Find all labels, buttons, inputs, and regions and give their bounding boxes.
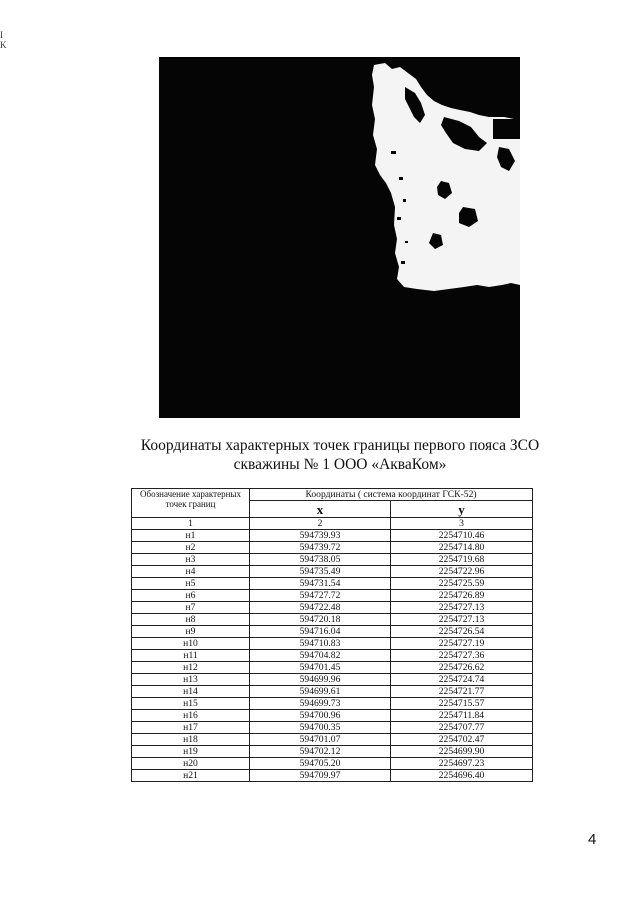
- table-row: [132, 662, 533, 674]
- table-row: [132, 578, 533, 590]
- x-coordinate: 594722.48: [250, 602, 391, 614]
- table-row: [132, 722, 533, 734]
- y-coordinate: 2254726.54: [391, 626, 533, 638]
- point-label: н6: [132, 590, 250, 602]
- table-row: [132, 650, 533, 662]
- table-header-row: [132, 489, 533, 501]
- point-label: н12: [132, 662, 250, 674]
- point-label: н18: [132, 734, 250, 746]
- table-row: [132, 758, 533, 770]
- x-coordinate: 594709.97: [250, 770, 391, 782]
- table-row: [132, 770, 533, 782]
- column-number-3: 3: [391, 518, 533, 530]
- point-label: н20: [132, 758, 250, 770]
- point-label: н2: [132, 542, 250, 554]
- point-label: н7: [132, 602, 250, 614]
- table-column-numbers-row: [132, 518, 533, 530]
- y-coordinate: 2254724.74: [391, 674, 533, 686]
- x-coordinate: 594739.93: [250, 530, 391, 542]
- point-label: н1: [132, 530, 250, 542]
- table-row: [132, 542, 533, 554]
- y-coordinate: 2254710.46: [391, 530, 533, 542]
- y-coordinate: 2254699.90: [391, 746, 533, 758]
- x-coordinate: 594704.82: [250, 650, 391, 662]
- table-row: [132, 626, 533, 638]
- boundary-map-image: [159, 57, 520, 418]
- y-coordinate: 2254697.23: [391, 758, 533, 770]
- x-coordinate: 594699.96: [250, 674, 391, 686]
- table-row: [132, 734, 533, 746]
- scan-edge-mark-2: K: [0, 40, 7, 50]
- x-coordinate: 594699.61: [250, 686, 391, 698]
- x-coordinate: 594701.45: [250, 662, 391, 674]
- table-row: [132, 530, 533, 542]
- point-label: н17: [132, 722, 250, 734]
- x-coordinate: 594701.07: [250, 734, 391, 746]
- table-row: [132, 698, 533, 710]
- point-label: н13: [132, 674, 250, 686]
- table-row: [132, 614, 533, 626]
- y-coordinate: 2254714.80: [391, 542, 533, 554]
- y-coordinate: 2254702.47: [391, 734, 533, 746]
- y-coordinate: 2254727.13: [391, 602, 533, 614]
- column-number-2: 2: [250, 518, 391, 530]
- table-row: [132, 638, 533, 650]
- point-label: н14: [132, 686, 250, 698]
- x-coordinate: 594735.49: [250, 566, 391, 578]
- x-coordinate: 594727.72: [250, 590, 391, 602]
- boundary-map-graphic: [159, 57, 520, 418]
- point-label: н5: [132, 578, 250, 590]
- point-label: н15: [132, 698, 250, 710]
- point-label: н9: [132, 626, 250, 638]
- coordinates-table: [131, 488, 533, 782]
- point-label: н4: [132, 566, 250, 578]
- page-number: 4: [588, 831, 597, 848]
- point-label: н16: [132, 710, 250, 722]
- y-coordinate: 2254696.40: [391, 770, 533, 782]
- x-coordinate: 594705.20: [250, 758, 391, 770]
- x-coordinate: 594710.83: [250, 638, 391, 650]
- x-coordinate: 594699.73: [250, 698, 391, 710]
- coordinates-table-body: [132, 530, 533, 782]
- table-row: [132, 746, 533, 758]
- y-coordinate: 2254711.84: [391, 710, 533, 722]
- header-designation: Обозначение характерных точек границ: [132, 489, 250, 518]
- point-label: н8: [132, 614, 250, 626]
- x-coordinate: 594700.96: [250, 710, 391, 722]
- scan-edge-mark-1: I: [0, 30, 3, 40]
- header-y: у: [391, 501, 533, 518]
- x-coordinate: 594739.72: [250, 542, 391, 554]
- y-coordinate: 2254727.19: [391, 638, 533, 650]
- table-row: [132, 686, 533, 698]
- table-row: [132, 554, 533, 566]
- x-coordinate: 594738.05: [250, 554, 391, 566]
- point-label: н11: [132, 650, 250, 662]
- y-coordinate: 2254727.36: [391, 650, 533, 662]
- y-coordinate: 2254726.89: [391, 590, 533, 602]
- x-coordinate: 594720.18: [250, 614, 391, 626]
- table-row: [132, 590, 533, 602]
- y-coordinate: 2254715.57: [391, 698, 533, 710]
- point-label: н3: [132, 554, 250, 566]
- caption-line-2: скважины № 1 ООО «АкваКом»: [233, 456, 447, 473]
- x-coordinate: 594702.12: [250, 746, 391, 758]
- table-caption: [130, 436, 550, 474]
- x-coordinate: 594700.35: [250, 722, 391, 734]
- header-coordinates: Координаты ( система координат ГСК-52): [250, 489, 533, 501]
- table-row: [132, 566, 533, 578]
- table-row: [132, 710, 533, 722]
- x-coordinate: 594731.54: [250, 578, 391, 590]
- table-row: [132, 602, 533, 614]
- y-coordinate: 2254719.68: [391, 554, 533, 566]
- x-coordinate: 594716.04: [250, 626, 391, 638]
- y-coordinate: 2254725.59: [391, 578, 533, 590]
- caption-line-1: Координаты характерных точек границы первого пояса ЗСО: [140, 437, 540, 454]
- point-label: н10: [132, 638, 250, 650]
- header-x: х: [250, 501, 391, 518]
- y-coordinate: 2254726.62: [391, 662, 533, 674]
- point-label: н21: [132, 770, 250, 782]
- y-coordinate: 2254707.77: [391, 722, 533, 734]
- column-number-1: 1: [132, 518, 250, 530]
- y-coordinate: 2254722.96: [391, 566, 533, 578]
- table-row: [132, 674, 533, 686]
- y-coordinate: 2254721.77: [391, 686, 533, 698]
- point-label: н19: [132, 746, 250, 758]
- y-coordinate: 2254727.13: [391, 614, 533, 626]
- scan-edge-mark: [0, 30, 7, 50]
